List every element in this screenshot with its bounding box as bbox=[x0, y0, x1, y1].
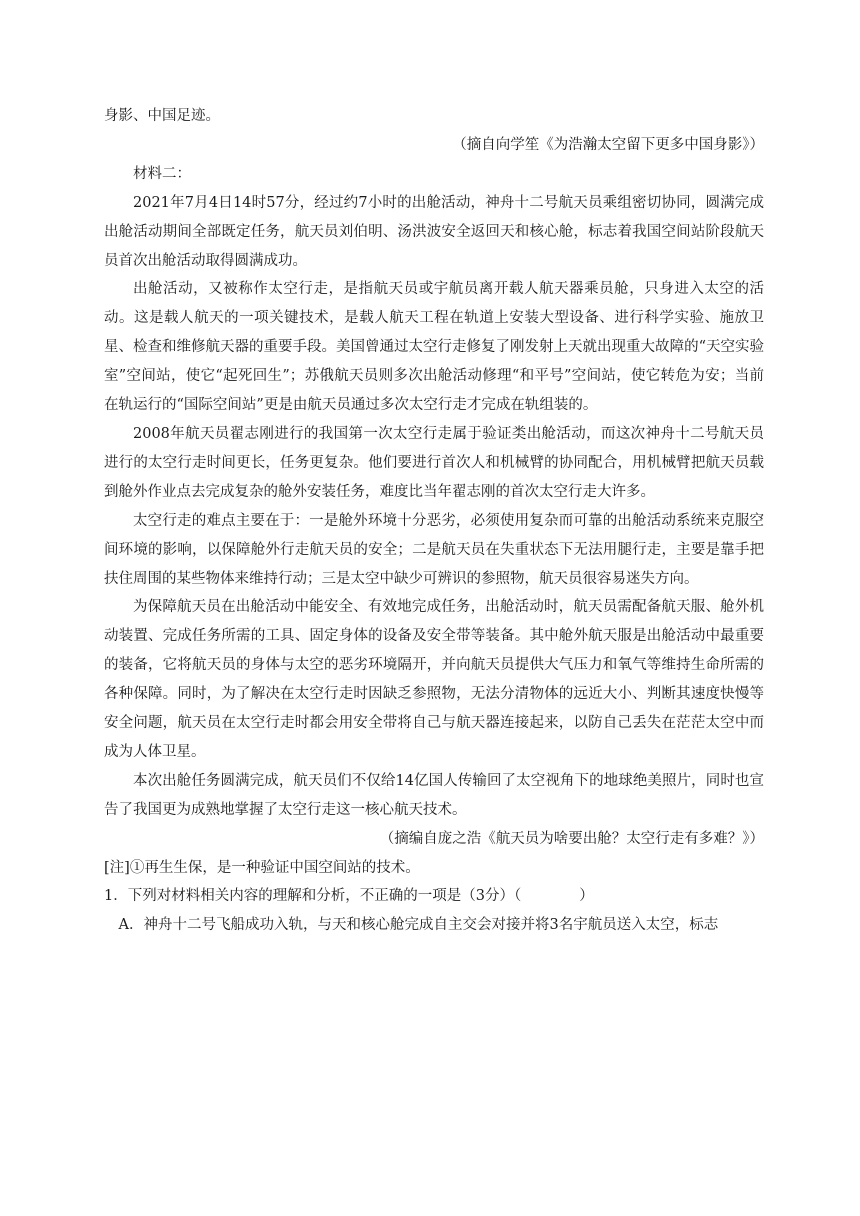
body-paragraph: 为保障航天员在出舱活动中能安全、有效地完成任务，出舱活动时，航天员需配备航天服、舱外机动装置、完成任务所需的工具、固定身体的设备及安全带等装备。其中舱外航天服是出舱活动中最重要的装备，它将航天员的身体与太空的恶劣环境隔开，并向航天员提供大气压力和氧气等维持生命所需的各种保障。同时，为了解决在太空行走时因缺乏参照物，无法分清物体的远近大小、判断其速度快慢等安全问题，航天员在太空行走时都会用安全带将自己与航天器连接起来，以防自己丢失在茫茫太空中而成为人体卫星。 bbox=[104, 599, 764, 760]
material-2-title: 材料二： bbox=[133, 165, 191, 182]
body-paragraph: 太空行走的难点主要在于：一是舱外环境十分恶劣，必须使用复杂而可靠的出舱活动系统来克服空间环境的影响，以保障舱外行走航天员的安全；二是航天员在失重状态下无法用腿行走，主要是靠手把扶住周围的某些物体来维持行动；三是太空中缺少可辨识的参照物，航天员很容易迷失方向。 bbox=[104, 512, 764, 587]
source-citation: （摘编自庞之浩《航天员为啥要出舱？太空行走有多难？》） bbox=[379, 830, 764, 847]
footnote: [注]①再生生保，是一种验证中国空间站的技术。 bbox=[104, 859, 420, 876]
option-a: A．神舟十二号飞船成功入轨，与天和核心舱完成自主交会对接并将3名宇航员送入太空，标志 bbox=[118, 917, 719, 934]
body-paragraph: 2021年7月4日14时57分，经过约7小时的出舱活动，神舟十二号航天员乘组密切协同，圆满完成出舱活动期间全部既定任务，航天员刘伯明、汤洪波安全返回天和核心舱，标志着我国空间站阶段航天员首次出舱活动取得圆满成功。 bbox=[104, 194, 764, 269]
body-paragraph: 出舱活动，又被称作太空行走，是指航天员或宇航员离开载人航天器乘员舱，只身进入太空的活动。这是载人航天的一项关键技术，是载人航天工程在轨道上安装大型设备、进行科学实验、施放卫星、检查和维修航天器的重要手段。美国曾通过太空行走修复了刚发射上天就出现重大故障的“天空实验室”空间站，使它“起死回生”；苏俄航天员则多次出舱活动修理“和平号”空间站，使它转危为安；当前在轨运行的“国际空间站”更是由航天员通过多次太空行走才完成在轨组装的。 bbox=[104, 281, 764, 414]
source-citation: （摘自向学笙《为浩瀚太空留下更多中国身影》） bbox=[452, 136, 764, 153]
document-page bbox=[104, 102, 764, 940]
lead-text: 身影、中国足迹。 bbox=[104, 108, 220, 124]
question-1: 1．下列对材料相关内容的理解和分析，不正确的一项是（3分）（ ） bbox=[104, 888, 594, 905]
body-paragraph: 2008年航天员翟志刚进行的我国第一次太空行走属于验证类出舱活动，而这次神舟十二号航天员进行的太空行走时间更长，任务更复杂。他们要进行首次人和机械臂的协同配合，用机械臂把航天员载到舱外作业点去完成复杂的舱外安装任务，难度比当年翟志刚的首次太空行走大许多。 bbox=[104, 425, 764, 500]
body-paragraph: 本次出舱任务圆满完成，航天员们不仅给14亿国人传输回了太空视角下的地球绝美照片，同时也宣告了我国更为成熟地掌握了太空行走这一核心航天技术。 bbox=[104, 772, 764, 818]
